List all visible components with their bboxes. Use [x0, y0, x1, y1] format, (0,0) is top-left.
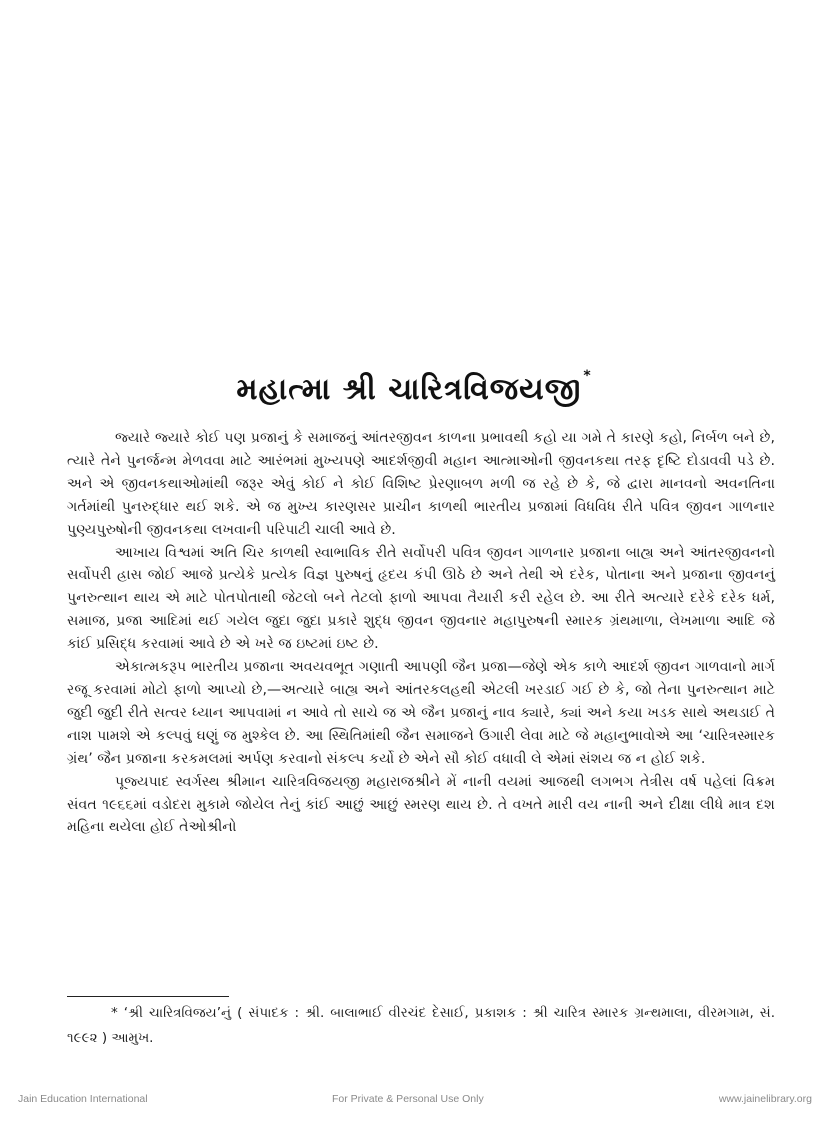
paragraph-4: પૂજ્યપાદ સ્વર્ગસ્થ શ્રીમાન ચારિત્રવિજયજી મહારાજશ્રીને મેં નાની વયમાં આજથી લગભગ તેત્રીસ વર્ષ પહેલાં વિક્રમ સંવત ૧૯૬૬માં વડોદરા મુકામે જોયેલ તેનું કાંઈ આછું આછું સ્મરણ થાય છે. તે વખતે મારી વય નાની અને દીક્ષા લીધે માત્ર દશ મહિના થયેલા હોઈ તેઓશ્રીનો [67, 773, 775, 836]
footer-publisher: Jain Education International [18, 1093, 148, 1105]
paragraph-1: જ્યારે જ્યારે કોઈ પણ પ્રજાનું કે સમાજનું આંતરજીવન કાળના પ્રભાવથી કહો યા ગમે તે કારણે કહો, નિર્બળ બને છે, ત્યારે તેને પુનર્જન્મ મેળવવા માટે આરંભમાં મુખ્યપણે આદર્શજીવી મહાન આત્માઓની જીવનકથા તરફ દૃષ્ટિ દોડાવવી પડે છે. અને એ જીવનકથાઓમાંથી જરૂર એવું કોઈ ને કોઈ વિશિષ્ટ પ્રેરણાબળ મળી જ રહે છે કે, જે દ્વારા માનવનો અવનતિના ગર્તમાંથી પુનરુદ્ધાર થઈ શકે. એ જ મુખ્ય કારણસર પ્રાચીન કાળથી ભારતીય પ્રજામાં વિધવિધ રીતે પવિત્ર જીવન ગાળનાર પુણ્યપુરુષોની જીવનકથા લખવાની પરિપાટી ચાલી આવે છે. [67, 430, 775, 538]
paragraph-2: આખાય વિશ્વમાં અતિ ચિર કાળથી સ્વાભાવિક રીતે સર્વોપરી પવિત્ર જીવન ગાળનાર પ્રજાના બાહ્ય અને આંતરજીવનનો સર્વોપરી હ્રાસ જોઈ આજે પ્રત્યેકે પ્રત્યેક વિજ્ઞ પુરુષનું હૃદય કંપી ઊઠે છે અને તેથી એ દરેક, પોતાના અને પ્રજાના જીવનનું પુનરુત્થાન થાય એ માટે પોતપોતાથી જેટલો બને તેટલો ફાળો આપવા તૈયારી કરી રહેલ છે. આ રીતે અત્યારે દરેકે દરેક ધર્મ, સમાજ, પ્રજા આદિમાં થઈ ગયેલ જુદા જુદા પ્રકારે શુદ્ધ જીવન જીવનાર મહાપુરુષની સ્મારક ગ્રંથમાળા, લેખમાળા આદિ જે કાંઈ પ્રસિદ્ધ કરવામાં આવે છે એ ખરે જ ઇષ્ટમાં ઇષ્ટ છે. [67, 544, 775, 653]
footnote [67, 1001, 775, 1051]
footer-website[interactable]: www.jainelibrary.org [718, 1093, 812, 1105]
footnote-marker: * [583, 368, 592, 385]
paragraph-3: એકાત્મકરૂપ ભારતીય પ્રજાના અવયવભૂત ગણાતી આપણી જૈન પ્રજા—જેણે એક કાળે આદર્શ જીવન ગાળવાનો માર્ગ રજૂ કરવામાં મોટો ફાળો આપ્યો છે,—અત્યારે બાહ્ય અને આંતરકલહથી એટલી ખરડાઈ ગઈ છે કે, જો તેના પુનરુત્થાન માટે જુદી જુદી રીતે સત્વર ધ્યાન આપવામાં ન આવે તો સાચે જ એ જૈન પ્રજાનું નાવ ક્યારે, ક્યાં અને કયા ખડક સાથે અથડાઈ તે નાશ પામશે એ કલ્પવું ઘણું જ મુશ્કેલ છે. આ સ્થિતિમાંથી જૈન સમાજને ઉગારી લેવા માટે જે મહાનુભાવોએ આ ‘ચારિત્રસ્મારક ગ્રંથ’ જૈન પ્રજાના કરકમલમાં અર્પણ કરવાનો સંકલ્પ કર્યો છે એને સૌ કોઈ વધાવી લે એમાં સંશય જ ન હોઈ શકે. [67, 659, 775, 767]
article-body [67, 427, 775, 839]
footnote-separator [67, 996, 229, 997]
page-footer [0, 1093, 828, 1109]
article-title-text: મહાત્મા શ્રી ચારિત્રવિજયજી [236, 372, 582, 408]
article-title [0, 368, 828, 408]
footnote-text: * ‘શ્રી ચારિત્રવિજય’નું ( સંપાદક : શ્રી. બાલાભાઈ વીરચંદ દેસાઈ, પ્રકાશક : શ્રી ચારિત્ર સ્મારક ગ્રન્થમાલા, વીરમગામ, સં. ૧૯૯૨ ) આમુખ. [67, 1005, 775, 1046]
footer-usage-notice: For Private & Personal Use Only [332, 1093, 484, 1105]
